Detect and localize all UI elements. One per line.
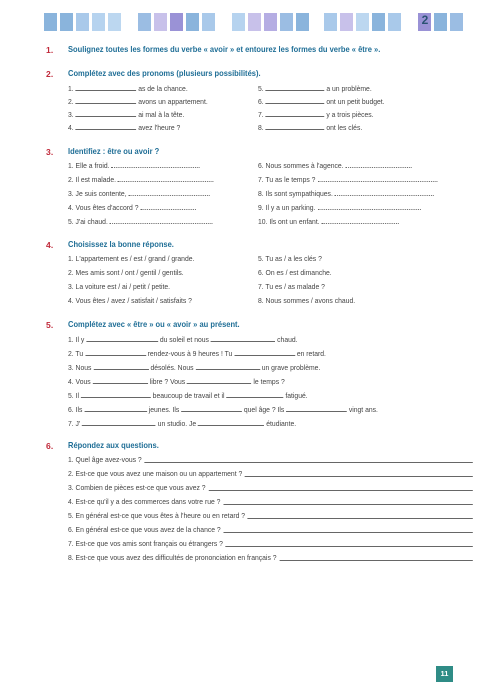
page-number-badge: 11 [436,666,453,682]
question-text: 8. Est-ce que vous avez des difficultés de prononciation en français ? [68,553,277,562]
item-text: avez l'heure ? [138,123,181,132]
blank[interactable] [81,391,151,398]
header-square [264,13,277,31]
item-number: 8. [258,123,264,132]
ex2-left-item [68,97,208,106]
ex6-question [68,539,473,548]
item-text: 8. Ils sont sympathiques. [258,189,333,198]
ex3-right-item [258,189,434,198]
answer-blank[interactable] [111,161,199,168]
item-text: 6. On es / est dimanche. [258,268,332,277]
header-square [340,13,353,31]
ex4-right-item [258,282,325,291]
answer-line[interactable] [245,470,473,477]
ex5-line-6: 6. Ils jeunes. Ils quel âge ? Ils vingt ans. [68,405,378,414]
item-text: 5. Tu as / a les clés ? [258,254,322,263]
item-text: avons un appartement. [138,97,208,106]
header-band [44,13,474,31]
item-number: 7. [258,110,264,119]
item-text: 5. J'ai chaud. [68,217,108,226]
answer-blank[interactable] [335,189,434,196]
header-square [296,13,309,31]
ex6-question [68,469,473,478]
item-text: a un problème. [326,84,372,93]
exercise-6-number: 6. [46,441,54,451]
ex4-left-item [68,268,184,277]
header-square [434,13,447,31]
header-square [248,13,261,31]
header-square [356,13,369,31]
item-text: 4. Vous êtes d'accord ? [68,203,139,212]
ex2-left-item [68,84,188,93]
item-text: 7. Tu es / as malade ? [258,282,325,291]
ex3-right-item [258,175,437,184]
item-number: 5. [258,84,264,93]
blank[interactable] [84,405,147,412]
header-square [324,13,337,31]
item-text: 8. Nous sommes / avons chaud. [258,296,356,305]
item-text: 10. Ils ont un enfant. [258,217,320,226]
blank[interactable] [195,363,259,370]
item-text: y a trois pièces. [326,110,374,119]
answer-line[interactable] [223,498,473,505]
ex6-question [68,525,473,534]
ex3-left-item [68,161,200,170]
answer-line[interactable] [226,540,473,547]
ex3-right-item [258,161,412,170]
ex3-left-item [68,203,196,212]
exercise-4-number: 4. [46,240,54,250]
header-square [450,13,463,31]
answer-blank[interactable] [76,84,137,91]
answer-line[interactable] [144,456,472,463]
ex4-left-item [68,296,192,305]
blank[interactable] [187,377,251,384]
ex2-left-item [68,123,180,132]
ex5-line-3: 3. Nous désolés. Nous un grave problème. [68,363,321,372]
question-text: 6. En général est-ce que vous avez de la chance ? [68,525,221,534]
blank[interactable] [93,363,148,370]
answer-blank[interactable] [110,217,213,224]
answer-blank[interactable] [266,110,325,117]
header-square [92,13,105,31]
ex2-right-item [258,97,385,106]
ex4-left-item [68,282,170,291]
ex3-right-item [258,203,420,212]
ex4-left-item [68,254,194,263]
ex5-line-7: 7. J' un studio. Je étudiante. [68,419,297,428]
blank[interactable] [211,335,275,342]
ex3-left-item [68,175,214,184]
exercise-3-number: 3. [46,147,54,157]
question-text: 1. Quel âge avez-vous ? [68,455,142,464]
answer-blank[interactable] [76,110,137,117]
question-text: 3. Combien de pièces est-ce que vous avez ? [68,483,206,492]
ex5-line-4: 4. Vous libre ? Vous le temps ? [68,377,285,386]
exercise-5-number: 5. [46,320,54,330]
ex6-question [68,483,473,492]
ex2-left-item [68,110,184,119]
unit-number: 2 [421,13,429,27]
answer-line[interactable] [248,512,473,519]
answer-blank[interactable] [317,203,420,210]
ex4-right-item [258,254,322,263]
header-gap [124,13,138,31]
blank[interactable] [82,419,156,426]
item-text: 2. Mes amis sont / ont / gentil / gentils. [68,268,184,277]
item-number: 2. [68,97,74,106]
ex3-left-item [68,189,209,198]
answer-line[interactable] [208,484,472,491]
header-square [154,13,167,31]
question-text: 7. Est-ce que vos amis sont français ou étrangers ? [68,539,223,548]
answer-blank[interactable] [266,123,325,130]
header-square [76,13,89,31]
item-text: 1. L'appartement es / est / grand / grande. [68,254,195,263]
item-text: 1. Elle a froid. [68,161,110,170]
item-text: ai mal à la tête. [138,110,185,119]
blank[interactable] [234,349,295,356]
question-text: 2. Est-ce que vous avez une maison ou un appartement ? [68,469,243,478]
exercise-2-title: Complétez avec des pronoms (plusieurs possibilités). [68,69,261,78]
ex6-question [68,553,473,562]
exercise-1-title: Soulignez toutes les formes du verbe « avoir » et entourez les formes du verbe « être ». [68,45,381,54]
answer-blank[interactable] [128,189,209,196]
answer-blank[interactable] [266,97,325,104]
question-text: 4. Est-ce qu'il y a des commerces dans votre rue ? [68,497,221,506]
answer-blank[interactable] [345,161,411,168]
answer-blank[interactable] [118,175,214,182]
header-square [280,13,293,31]
ex2-right-item [258,110,374,119]
answer-blank[interactable] [322,217,399,224]
ex4-right-item [258,296,355,305]
blank[interactable] [198,419,264,426]
exercise-5-title: Complétez avec « être » ou « avoir » au présent. [68,320,240,329]
exercise-4-title: Choisissez la bonne réponse. [68,240,174,249]
header-gap [312,13,324,31]
header-square [388,13,401,31]
exercise-2-number: 2. [46,69,54,79]
ex6-question [68,511,473,520]
answer-blank[interactable] [140,203,195,210]
ex2-right-item [258,84,372,93]
ex4-right-item [258,268,332,277]
header-square [372,13,385,31]
item-text: 7. Tu as le temps ? [258,175,316,184]
header-square [108,13,121,31]
blank[interactable] [86,335,158,342]
exercise-3-title: Identifiez : être ou avoir ? [68,147,160,156]
question-text: 5. En général est-ce que vous êtes à l'heure ou en retard ? [68,511,246,520]
header-square [60,13,73,31]
ex3-left-item [68,217,213,226]
header-square [138,13,151,31]
item-text: 9. Il y a un parking. [258,203,316,212]
answer-blank[interactable] [266,84,325,91]
answer-line[interactable] [223,526,472,533]
item-text: as de la chance. [138,84,188,93]
header-square [202,13,215,31]
header-gap [218,13,232,31]
ex5-line-1: 1. Il y du soleil et nous chaud. [68,335,298,344]
item-text: 2. Il est malade. [68,175,116,184]
header-square [186,13,199,31]
blank[interactable] [85,349,146,356]
ex2-right-item [258,123,362,132]
answer-blank[interactable] [317,175,437,182]
blank[interactable] [181,405,242,412]
answer-blank[interactable] [76,123,137,130]
header-square [44,13,57,31]
ex5-line-2: 2. Tu rendez-vous à 9 heures ! Tu en retard. [68,349,326,358]
ex5-line-5: 5. Il beaucoup de travail et il fatigué. [68,391,308,400]
ex6-question [68,455,473,464]
item-number: 3. [68,110,74,119]
ex3-right-item [258,217,399,226]
ex6-question [68,497,473,506]
blank[interactable] [93,377,148,384]
exercise-1-number: 1. [46,45,54,55]
item-text: ont les clés. [326,123,363,132]
item-number: 1. [68,84,74,93]
answer-line[interactable] [279,554,473,561]
item-text: 4. Vous êtes / avez / satisfait / satisfaits ? [68,296,192,305]
header-gap [404,13,418,31]
blank[interactable] [226,391,283,398]
header-square [232,13,245,31]
exercise-6-title: Répondez aux questions. [68,441,159,450]
item-text: 3. La voiture est / ai / petit / petite. [68,282,171,291]
item-text: 3. Je suis contente, [68,189,127,198]
blank[interactable] [286,405,347,412]
answer-blank[interactable] [76,97,137,104]
item-number: 4. [68,123,74,132]
item-number: 6. [258,97,264,106]
item-text: ont un petit budget. [326,97,385,106]
header-square [170,13,183,31]
item-text: 6. Nous sommes à l'agence. [258,161,344,170]
